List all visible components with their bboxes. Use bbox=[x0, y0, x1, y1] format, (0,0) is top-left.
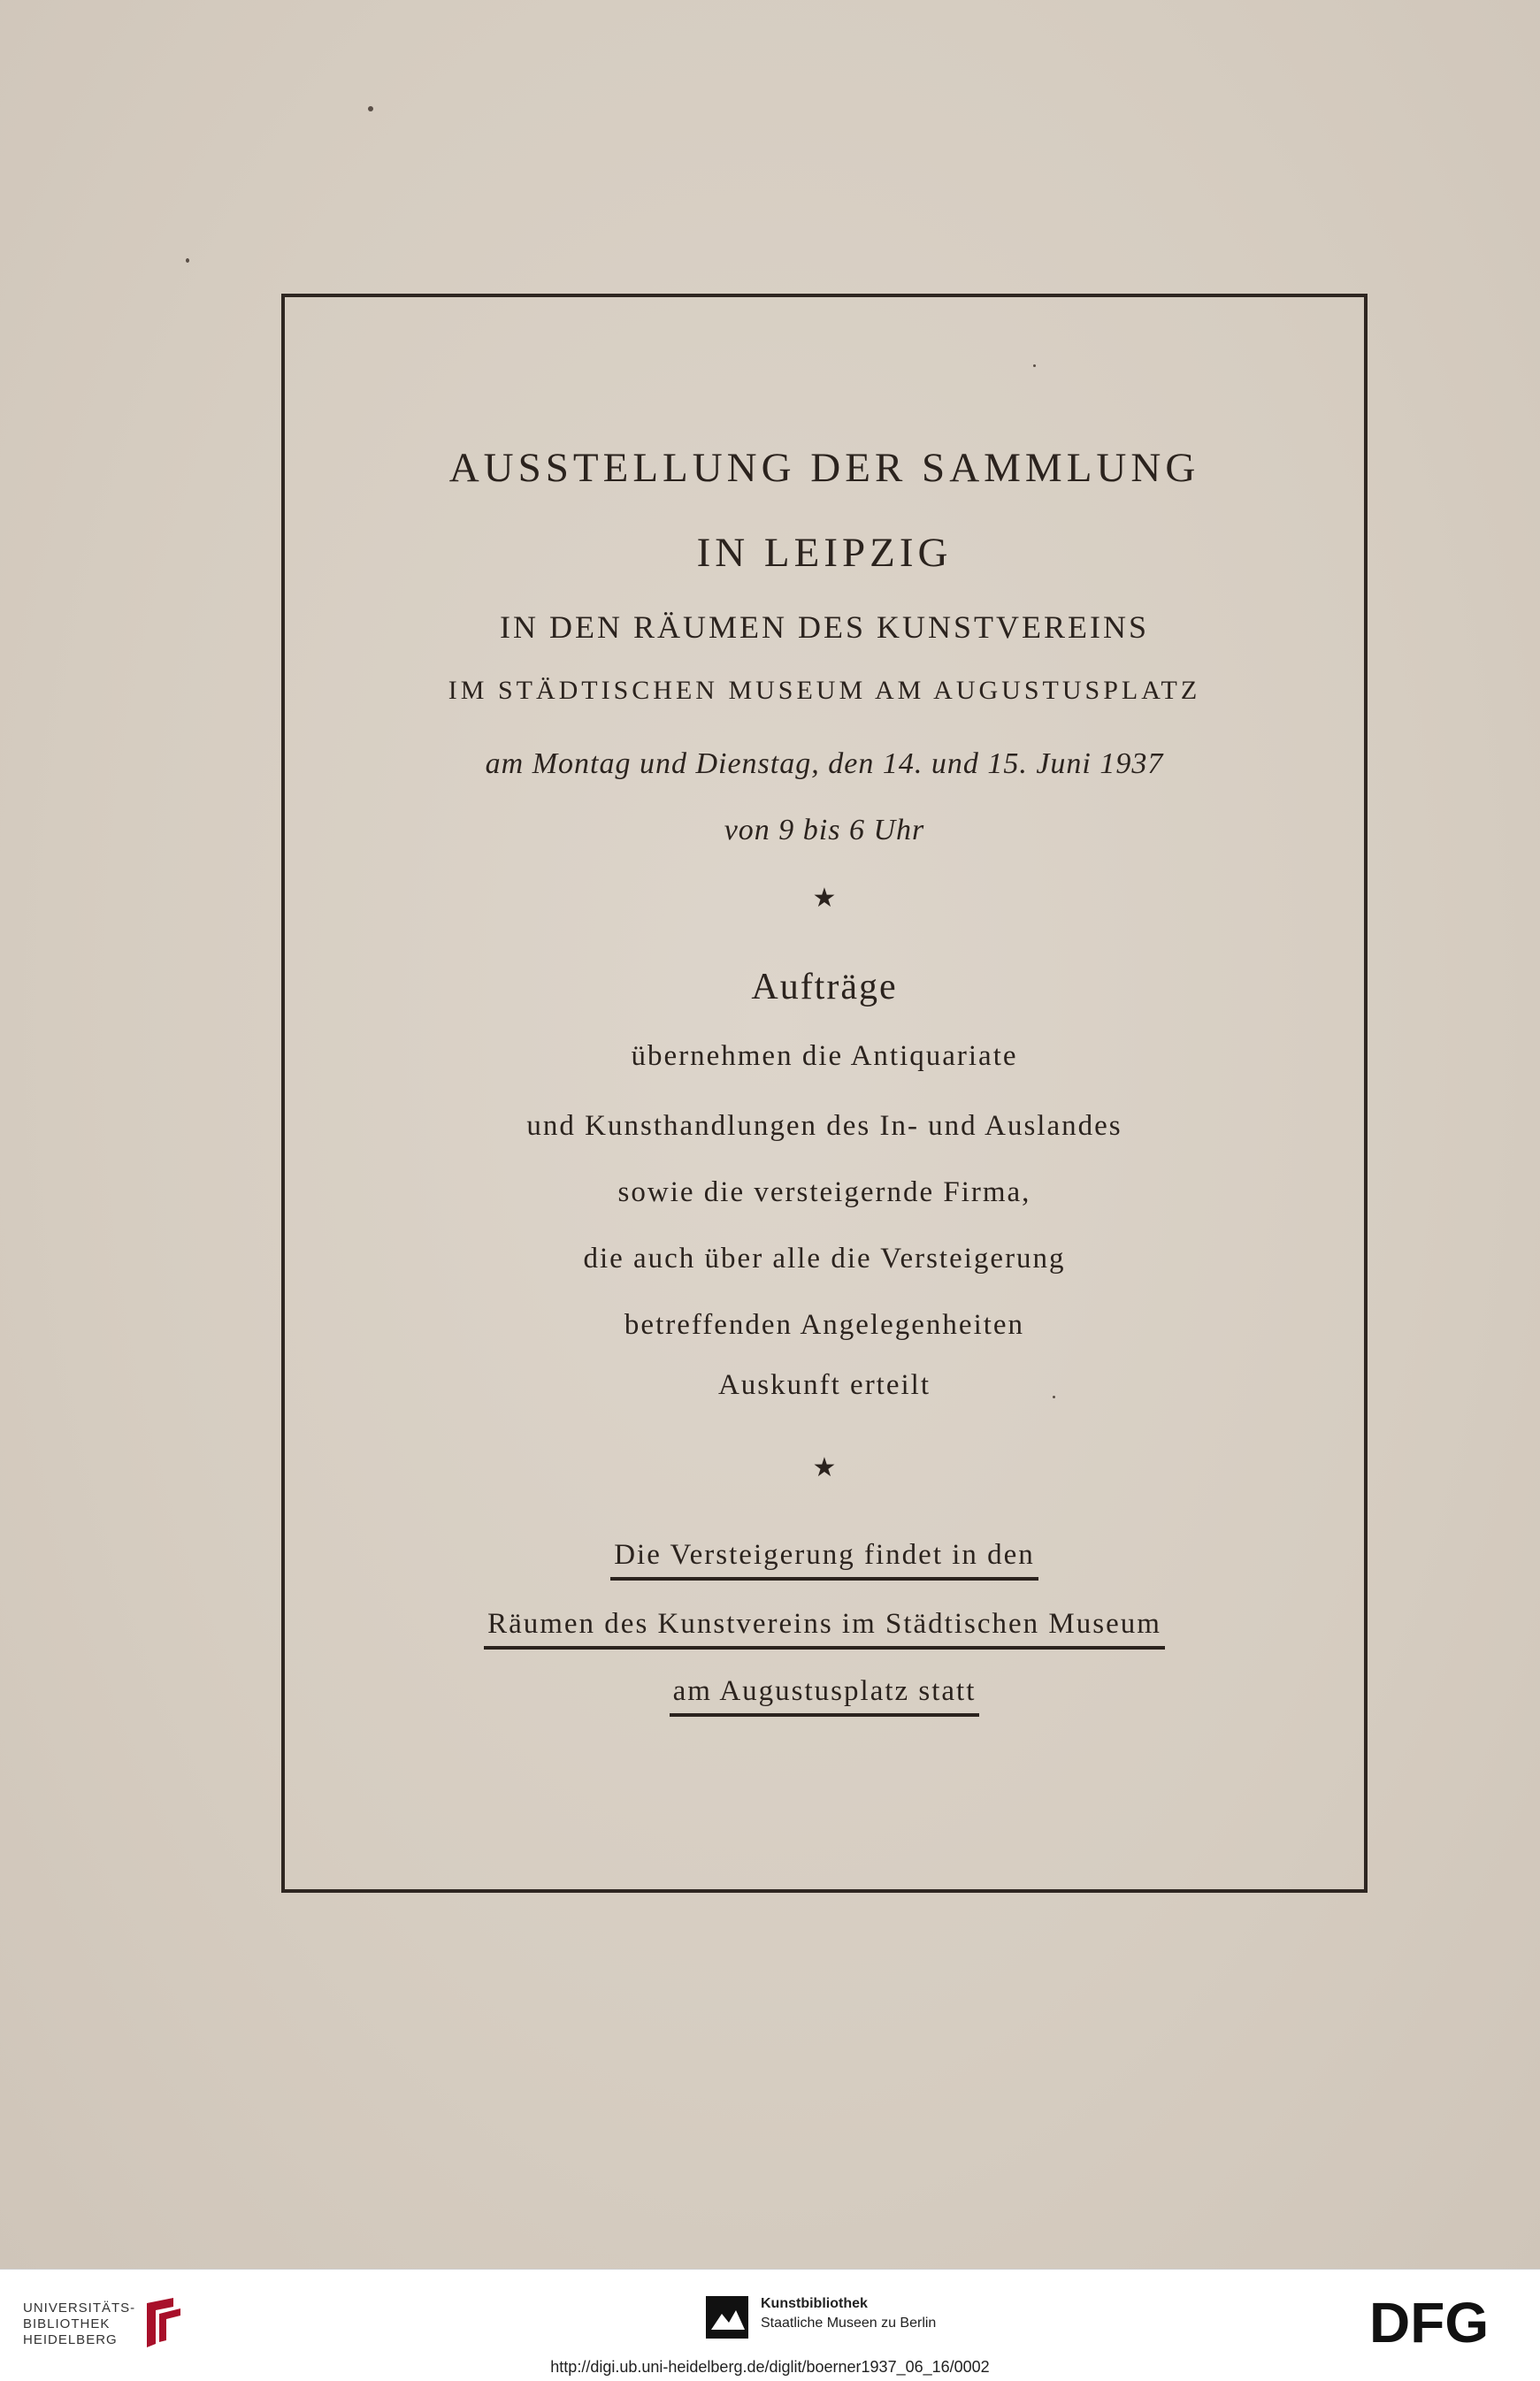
ub-label-line-2: BIBLIOTHEK bbox=[23, 2316, 111, 2331]
orders-line-3: sowie die versteigernde Firma, bbox=[617, 1176, 1031, 1208]
ub-heidelberg-label bbox=[23, 2301, 135, 2348]
time-line: von 9 bis 6 Uhr bbox=[724, 814, 925, 846]
auction-line-3: am Augustusplatz statt bbox=[670, 1675, 980, 1717]
kb-title: Kunstbibliothek bbox=[761, 2296, 868, 2311]
auction-line-1: Die Versteigerung findet in den bbox=[610, 1539, 1038, 1581]
orders-line-4: die auch über alle die Versteigerung bbox=[583, 1243, 1066, 1275]
ub-label-line-1: UNIVERSITÄTS- bbox=[23, 2301, 136, 2316]
orders-line-6: Auskunft erteilt bbox=[717, 1369, 931, 1401]
orders-line-5: betreffenden Angelegenheiten bbox=[624, 1309, 1025, 1341]
orders-heading: Aufträge bbox=[751, 967, 898, 1007]
kb-subtitle: Staatliche Museen zu Berlin bbox=[761, 2316, 937, 2331]
dfg-logo-text: DFG bbox=[1369, 2291, 1490, 2351]
kunstbibliothek-label bbox=[761, 2294, 936, 2333]
venue-line-1: IN DEN RÄUMEN DES KUNSTVEREINS bbox=[500, 609, 1149, 645]
page-url[interactable]: http://digi.ub.uni-heidelberg.de/diglit/boerner1937_06_16/0002 bbox=[550, 2358, 990, 2376]
orders-line-1: übernehmen die Antiquariate bbox=[631, 1040, 1018, 1072]
auction-line-2: Räumen des Kunstvereins im Städtischen Museum bbox=[484, 1608, 1165, 1650]
ub-label-line-3: HEIDELBERG bbox=[23, 2332, 118, 2347]
paper-speck bbox=[368, 106, 373, 111]
auction-line-2-row bbox=[281, 1608, 1368, 1650]
kunstbibliothek-logo-icon[interactable] bbox=[704, 2294, 750, 2340]
auction-line-3-row bbox=[281, 1675, 1368, 1717]
ub-heidelberg-logo-icon[interactable] bbox=[138, 2296, 188, 2351]
date-line: am Montag und Dienstag, den 14. und 15. Juni 1937 bbox=[485, 747, 1164, 780]
separator-star-2: ★ bbox=[812, 1452, 837, 1483]
title-line-1: AUSSTELLUNG DER SAMMLUNG bbox=[448, 445, 1200, 491]
dfg-logo-icon[interactable] bbox=[1369, 2291, 1520, 2351]
orders-line-2: und Kunsthandlungen des In- und Auslandes bbox=[526, 1110, 1122, 1142]
footer-bar bbox=[0, 2269, 1540, 2381]
title-line-2: IN LEIPZIG bbox=[696, 530, 953, 576]
auction-line-1-row bbox=[281, 1539, 1368, 1581]
separator-star-1: ★ bbox=[812, 883, 837, 914]
venue-line-2: IM STÄDTISCHEN MUSEUM AM AUGUSTUSPLATZ bbox=[448, 676, 1201, 705]
paper-speck bbox=[186, 258, 189, 263]
